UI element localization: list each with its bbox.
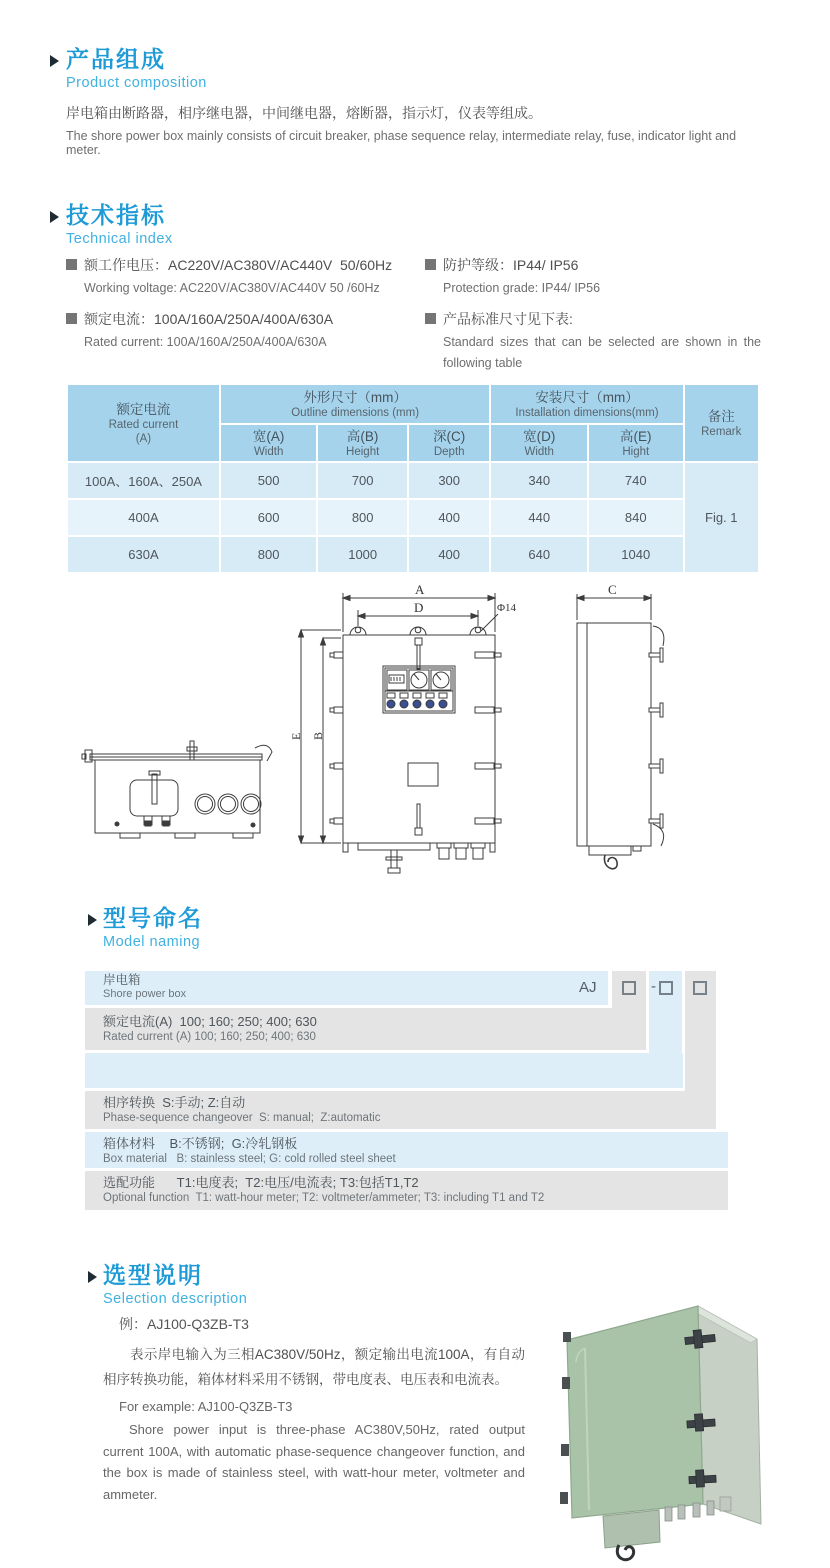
- front-view: [299, 593, 502, 873]
- selection-paragraph-cn: 表示岸电输入为三相AC380V/50Hz，额定输出电流100A，有自动相序转换功能，箱体材料采用不锈钢，带电度表、电压表和电流表。: [103, 1347, 525, 1387]
- cell-install-hight: 1040: [589, 537, 683, 572]
- col-header-width-a: 宽(A) Width: [221, 425, 317, 461]
- bullet-square-icon: [425, 313, 436, 324]
- cell-install-width: 640: [491, 537, 587, 572]
- selection-paragraph-en: Shore power input is three-phase AC380V,50Hz, rated output current 100A, with automatic phase-sequence changeover function, and the box is made of stainless steel, with watt-hour meter, voltmeter and ammeter.: [103, 1422, 525, 1502]
- col-header-rated-current: 额定电流 Rated current (A): [68, 385, 219, 461]
- col-group-install: 安装尺寸（mm） Installation dimensions(mm): [491, 385, 682, 423]
- hinge-bolts: [330, 652, 343, 824]
- gland-box: [603, 1510, 660, 1548]
- col-header-depth-c: 深(C) Depth: [409, 425, 490, 461]
- spec-item-en: Rated current: 100A/160A/250A/400A/630A: [84, 335, 327, 349]
- shore-power-box-cabinet: [560, 1306, 761, 1560]
- spec-item: 产品标准尺寸见下表:: [425, 309, 573, 329]
- col-header-height-b: 高(B) Height: [318, 425, 407, 461]
- gland-holes: [195, 794, 261, 814]
- cell-install-width: 340: [491, 463, 587, 498]
- ladder-row-rated-current: 额定电流(A) 100; 160; 250; 400; 630 Rated current (A) 100; 160; 250; 400; 630: [85, 1008, 646, 1050]
- cell-depth: 300: [409, 463, 490, 498]
- cell-depth: 400: [409, 537, 490, 572]
- dim-label-c: C: [608, 582, 617, 597]
- bullet-square-icon: [66, 259, 77, 270]
- model-naming-ladder: [85, 971, 745, 1211]
- door-latches: [475, 652, 501, 824]
- composition-paragraph-en: The shore power box mainly consists of circuit breaker, phase sequence relay, intermediate relay, fuse, indicator light and meter.: [66, 129, 737, 157]
- cell-height: 800: [318, 500, 407, 535]
- cell-height: 700: [318, 463, 407, 498]
- section-selection-header: [103, 1262, 247, 1307]
- cell-height: 1000: [318, 537, 407, 572]
- ladder-row-voltage-bg: [85, 1053, 683, 1088]
- section-title-en: Model naming: [103, 934, 201, 950]
- nameplate: [408, 763, 438, 786]
- table-row: [68, 463, 758, 498]
- table-row: [68, 500, 758, 535]
- ladder-row-box-material: 箱体材料 B:不锈钢; G:冷轧钢板 Box material B: stainless steel; G: cold rolled steel sheet: [85, 1132, 728, 1168]
- cable-glands: [437, 843, 485, 859]
- bullet-square-icon: [425, 259, 436, 270]
- col-header-remark: 备注 Remark: [685, 385, 758, 461]
- indicator-lights: [387, 693, 447, 708]
- cell-install-width: 440: [491, 500, 587, 535]
- spec-item: 防护等级：IP44/ IP56: [425, 255, 578, 275]
- spec-item: 额工作电压：AC220V/AC380V/AC440V 50/60Hz: [66, 255, 392, 275]
- model-prefix: AJ: [579, 979, 597, 996]
- section-arrow-icon: [88, 1271, 97, 1283]
- dim-label-d: D: [414, 600, 424, 615]
- cell-remark: Fig. 1: [685, 463, 758, 572]
- col-group-outline: 外形尺寸（mm） Outline dimensions (mm): [221, 385, 490, 423]
- hole-label: Φ14: [497, 602, 517, 614]
- ladder-row-shore-power-box: 岸电箱 Shore power box: [85, 971, 608, 1005]
- dim-label-e: E: [289, 732, 303, 740]
- cell-depth: 400: [409, 500, 490, 535]
- cell-width: 500: [221, 463, 317, 498]
- section-arrow-icon: [88, 914, 97, 926]
- side-view: [577, 594, 664, 869]
- code-dash: -: [651, 978, 656, 995]
- meter-panel: [383, 666, 455, 713]
- selection-example-cn: 例：AJ100-Q3ZB-T3: [119, 1316, 249, 1332]
- dimensions-table: [66, 383, 760, 574]
- technical-drawing: [75, 578, 775, 888]
- code-placeholder-box: [659, 981, 673, 995]
- section-title-en: Technical index: [66, 231, 173, 247]
- spec-item: 额定电流：100A/160A/250A/400A/630A: [66, 309, 333, 329]
- section-composition-header: [66, 46, 207, 91]
- dim-label-a: A: [415, 582, 425, 597]
- code-placeholder-box: [693, 981, 707, 995]
- selection-example-en: For example: AJ100-Q3ZB-T3: [119, 1399, 293, 1414]
- section-title-cn: 产品组成: [66, 46, 166, 72]
- cable-hook-icon: [617, 1545, 633, 1560]
- section-title-en: Product composition: [66, 75, 207, 91]
- spec-item-en: Standard sizes that can be selected are shown in the following table: [443, 335, 761, 370]
- col-header-width-d: 宽(D) Width: [491, 425, 587, 461]
- composition-paragraph-cn: 岸电箱由断路器，相序继电器，中间继电器，熔断器，指示灯，仪表等组成。: [66, 105, 542, 121]
- section-model-header: [103, 905, 203, 950]
- section-title-cn: 技术指标: [66, 202, 166, 228]
- ladder-row-optional-function: 选配功能 T1:电度表; T2:电压/电流表; T3:包括T1,T2 Optional function T1: watt-hour meter; T2: voltmeter/ammeter; T3: including T1 and T2: [85, 1171, 728, 1210]
- section-title-cn: 型号命名: [103, 905, 203, 931]
- code-placeholder-box: [622, 981, 636, 995]
- section-title-en: Selection description: [103, 1291, 248, 1307]
- section-title-cn: 选型说明: [103, 1262, 203, 1288]
- bottom-view: [82, 741, 272, 838]
- cell-current: 630A: [68, 537, 219, 572]
- section-arrow-icon: [50, 55, 59, 67]
- cell-width: 600: [221, 500, 317, 535]
- section-arrow-icon: [50, 211, 59, 223]
- cell-install-hight: 740: [589, 463, 683, 498]
- spec-item-en: Working voltage: AC220V/AC380V/AC440V 50 /60Hz: [84, 281, 380, 295]
- spec-item-en: Protection grade: IP44/ IP56: [443, 281, 601, 295]
- product-photo: [545, 1292, 803, 1564]
- table-row: [68, 537, 758, 572]
- cell-current: 400A: [68, 500, 219, 535]
- door-window: [130, 780, 178, 816]
- dim-label-b: B: [311, 731, 325, 740]
- bottom-tab: [720, 1497, 731, 1511]
- cell-width: 800: [221, 537, 317, 572]
- section-technical-header: [66, 202, 173, 247]
- bullet-square-icon: [66, 313, 77, 324]
- ladder-row-phase-sequence: 相序转换 S:手动; Z:自动 Phase-sequence changeover S: manual; Z:automatic: [85, 1091, 716, 1129]
- col-header-hight-e: 高(E) Hight: [589, 425, 683, 461]
- selection-text-block: [103, 1314, 525, 1505]
- cell-install-hight: 840: [589, 500, 683, 535]
- cell-current: 100A、160A、250A: [68, 463, 219, 498]
